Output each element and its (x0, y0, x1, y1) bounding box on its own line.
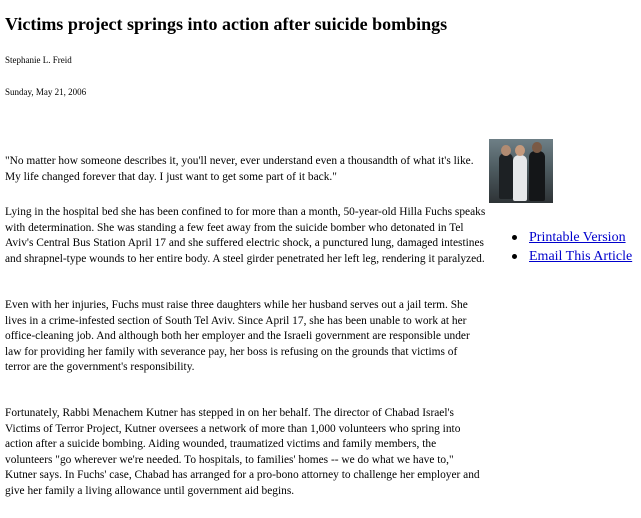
list-item-email (512, 247, 632, 266)
article-photo (489, 139, 553, 203)
printable-version-link[interactable]: Printable Version (529, 230, 626, 245)
paragraph-hospital: Lying in the hospital bed she has been confined to for more than a month, 50-year-old Hilla Fuchs speaks with determination. She was standing a few feet away from the suicide bomber who detonated in Tel Aviv's Central Bus Station April 17 and she suffered electric shock, a punctured lung, damaged intestines and shrapnel-type wounds to her entire body. A steel girder penetrated her left leg, rendering it paralyzed. (5, 206, 486, 265)
paragraph-kutner: Fortunately, Rabbi Menachem Kutner has stepped in on her behalf. The director of Chabad Israel's Victims of Terror Project, Kutner oversees a network of more than 1,000 volunteers who spring into action after a suicide bombing. Aiding wounded, traumatized victims and family members, the volunteers "go wherever we're needed. To hospitals, to families' homes -- we do what we have to," Kutner says. In Fuchs' case, Chabad has arranged for a pro-bono attorney to challenge her employer and give her family a living allowance until government aid begins. (5, 407, 480, 497)
article-tools-list (512, 228, 632, 266)
photo-head-left (501, 145, 511, 156)
photo-person-right (529, 151, 545, 201)
article-title: Victims project springs into action after suicide bombings (5, 14, 448, 34)
paragraph-quote: "No matter how someone describes it, you'll never, ever understand even a thousandth of what it's like. My life changed forever that day. I just want to get some part of it back." (5, 155, 474, 183)
article-author: Stephanie L. Freid (5, 55, 72, 65)
email-article-link[interactable]: Email This Article (529, 249, 633, 264)
photo-person-center (513, 155, 527, 201)
photo-person-left (499, 153, 513, 199)
article-date: Sunday, May 21, 2006 (5, 87, 87, 97)
photo-head-center (515, 145, 525, 156)
list-item-printable (512, 228, 632, 247)
photo-head-right (532, 142, 542, 153)
paragraph-injuries: Even with her injuries, Fuchs must raise three daughters while her husband serves out a jail term. She lives in a crime-infested section of South Tel Aviv. Since April 17, she has been unable to work at her office-cleaning job. And although both her employer and the Israeli government are responsible under law for providing her family with severance pay, her boss is refusing on the grounds that victims of terror are the government's responsibility. (5, 299, 470, 373)
